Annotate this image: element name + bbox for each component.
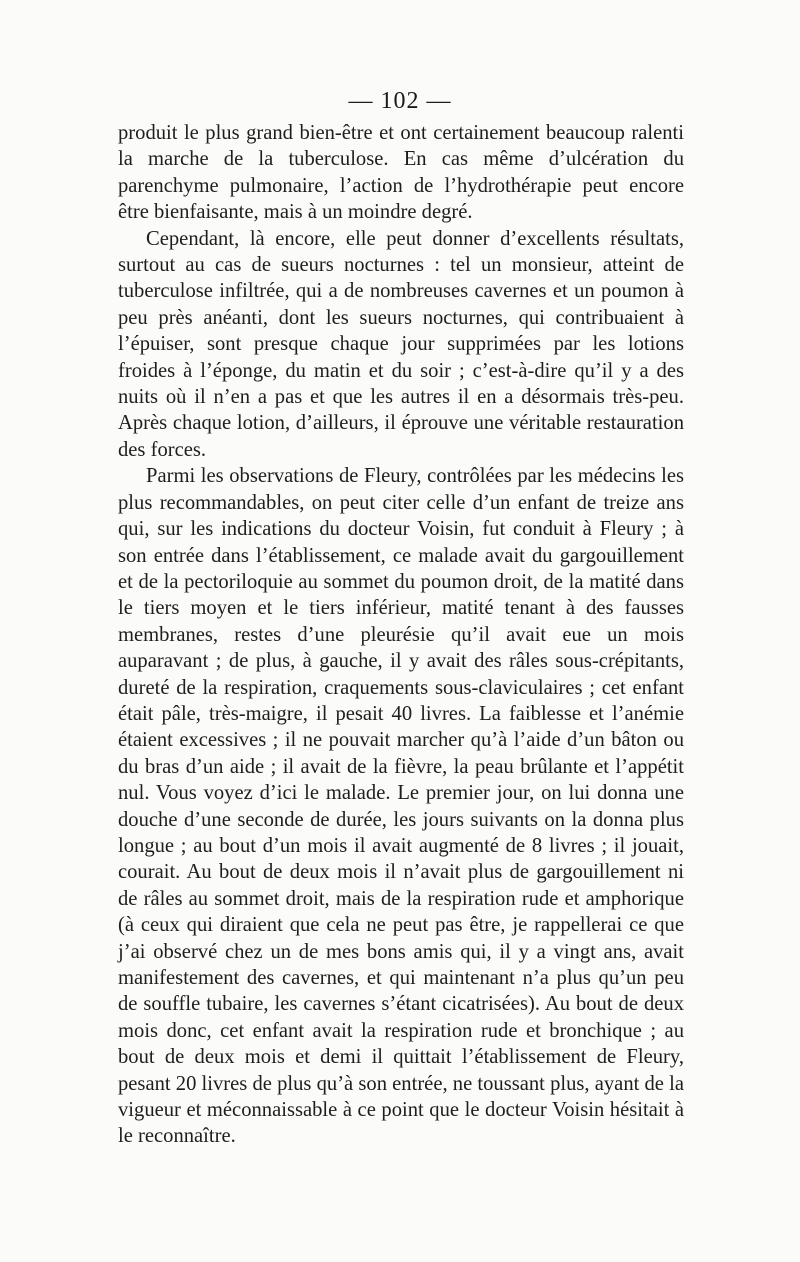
body-text	[118, 120, 684, 1150]
paragraph-1: produit le plus grand bien-être et ont certainement beaucoup ralenti la marche de la tuberculose. En cas même d’ulcération du parenchyme pulmonaire, l’action de l’hydrothérapie peut encore être bienfaisante, mais à un moindre degré.	[118, 122, 684, 224]
paragraph-3: Parmi les observations de Fleury, contrôlées par les médecins les plus recommandables, on peut citer celle d’un enfant de treize ans qui, sur les indications du docteur Voisin, fut conduit à Fleury ; à son entrée dans l’établissement, ce malade avait du gargouillement et de la pectoriloquie au sommet du poumon droit, de la matité dans le tiers moyen et le tiers inférieur, matité tenant à des fausses membranes, restes d’une pleurésie qu’il avait eue un mois auparavant ; de plus, à gauche, il y avait des râles sous-crépitants, dureté de la respiration, craquements sous-claviculaires ; cet enfant était pâle, très-maigre, il pesait 40 livres. La faiblesse et l’anémie étaient excessives ; il ne pouvait marcher qu’à l’aide d’un bâton ou du bras d’un aide ; il avait de la fièvre, la peau brûlante et l’appétit nul. Vous voyez d’ici le malade. Le premier jour, on lui donna une douche d’une seconde de durée, les jours suivants on la donna plus longue ; au bout d’un mois il avait augmenté de 8 livres ; il jouait, courait. Au bout de deux mois il n’avait plus de gargouillement ni de râles au sommet droit, mais de la respiration rude et amphorique (à ceux qui diraient que cela ne peut pas être, je rappellerai ce que j’ai observé chez un de mes bons amis qui, il y a vingt ans, avait manifestement des cavernes, et qui maintenant n’a plus qu’un peu de souffle tubaire, les cavernes s’étant cicatrisées). Au bout de deux mois donc, cet enfant avait la respiration rude et bronchique ; au bout de deux mois et demi il quittait l’établissement de Fleury, pesant 20 livres de plus qu’à son entrée, ne toussant plus, ayant de la vigueur et méconnaissable à ce point que le docteur Voisin hésitait à le reconnaître.	[118, 465, 684, 1148]
page-number: — 102 —	[348, 88, 452, 114]
paragraph-2: Cependant, là encore, elle peut donner d’excellents résultats, surtout au cas de sueurs nocturnes : tel un monsieur, atteint de tuberculose infiltrée, qui a de nombreuses cavernes et un poumon à peu près anéanti, dont les sueurs nocturnes, qui contribuaient à l’épuiser, sont presque chaque jour supprimées par les lotions froides à l’éponge, du matin et du soir ; c’est-à-dire qu’il y a des nuits où il n’en a pas et que les autres il en a désormais très-peu. Après chaque lotion, d’ailleurs, il éprouve une véritable restauration des forces.	[118, 227, 684, 461]
